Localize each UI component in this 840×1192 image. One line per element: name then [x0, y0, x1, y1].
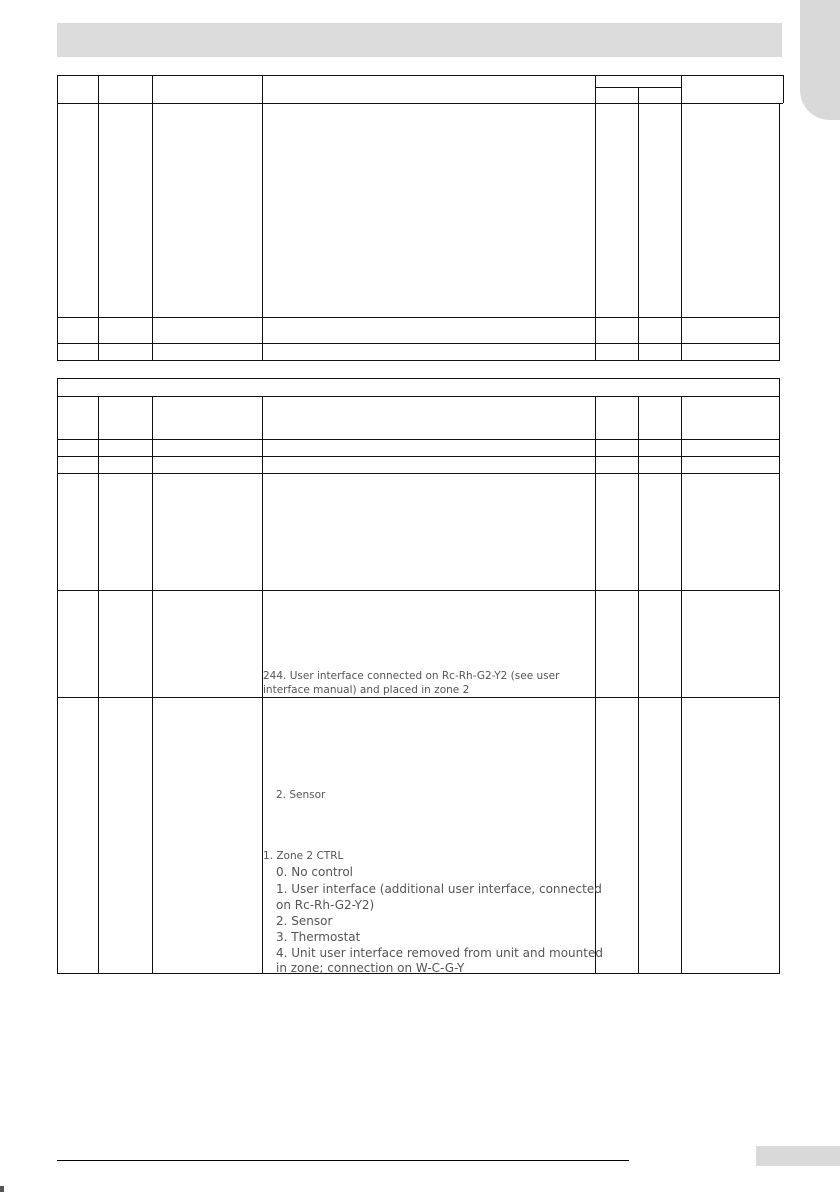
edge-mark [0, 1186, 4, 1192]
zone-ctrl-option: 1. User interface (additional user interface, connected [276, 882, 602, 896]
zone-ctrl-title: 1. Zone 2 CTRL [263, 850, 344, 862]
page-number-box [756, 1146, 840, 1166]
zone-ctrl-option: on Rc-Rh-G2-Y2) [276, 898, 375, 912]
table-cell-text: 244. User interface connected on Rc-Rh-G2-Y2 (see user [263, 670, 560, 682]
table-cell-text: 2. Sensor [276, 789, 326, 801]
zone-ctrl-option: 3. Thermostat [276, 930, 361, 944]
zone-ctrl-option: 0. No control [276, 865, 353, 879]
zone-ctrl-option: 2. Sensor [276, 914, 333, 928]
zone-ctrl-option: in zone; connection on W-C-G-Y [276, 961, 465, 975]
zone-ctrl-option: 4. Unit user interface removed from unit and mounted [276, 946, 603, 960]
footer-rule [57, 1160, 629, 1161]
table-cell-text: interface manual) and placed in zone 2 [263, 684, 470, 696]
